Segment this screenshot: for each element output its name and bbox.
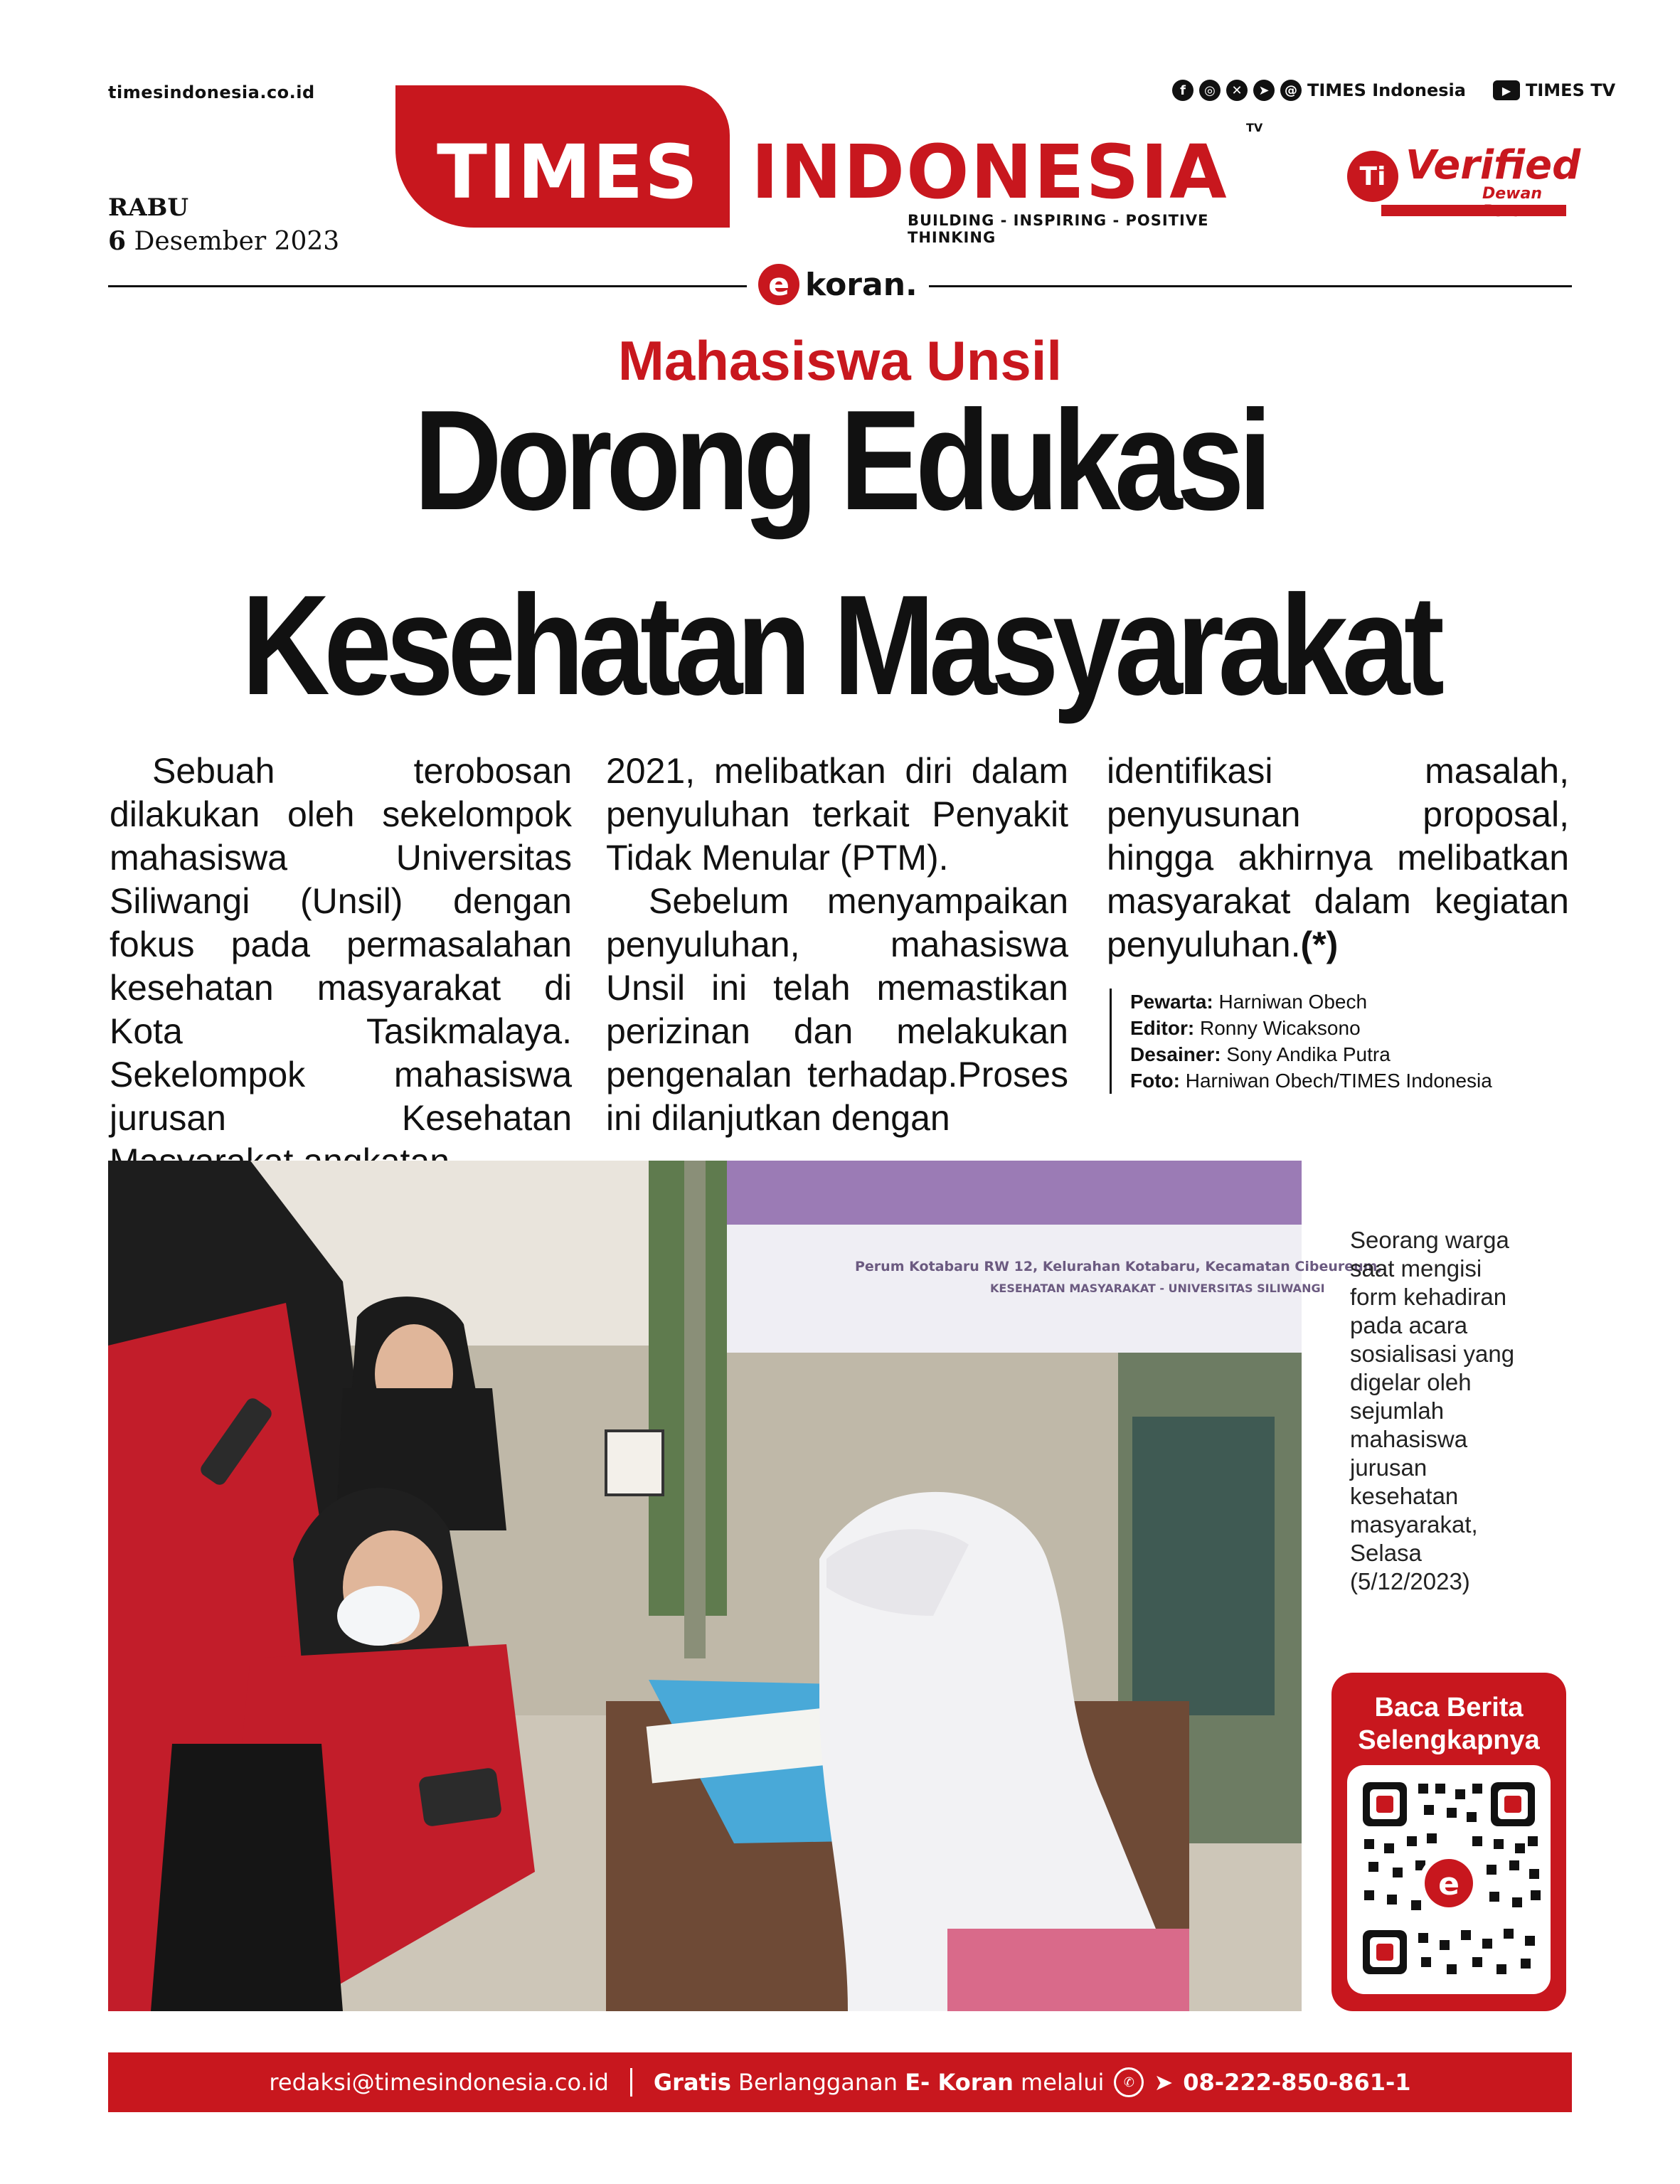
logo-tv-mark: TV bbox=[1246, 121, 1263, 134]
telegram-icon[interactable]: ➤ bbox=[1253, 80, 1275, 101]
credit-foto: Foto: Harniwan Obech/TIMES Indonesia bbox=[1130, 1070, 1492, 1092]
x-icon[interactable]: ✕ bbox=[1226, 80, 1248, 101]
credit-pewarta: Pewarta: Harniwan Obech bbox=[1130, 991, 1368, 1013]
article-photo bbox=[108, 1161, 1383, 2011]
times-indonesia-logo bbox=[395, 85, 1277, 246]
ekoran-logo bbox=[747, 262, 929, 307]
qr-title-line-2: Selengkapnya bbox=[1358, 1725, 1540, 1755]
footer-divider bbox=[630, 2068, 632, 2097]
logo-times-text: TIMES bbox=[437, 129, 700, 215]
threads-icon[interactable]: @ bbox=[1280, 80, 1302, 101]
verified-bar bbox=[1381, 205, 1566, 216]
logo-indonesia-text: INDONESIA bbox=[751, 129, 1228, 215]
facebook-icon[interactable]: f bbox=[1172, 80, 1193, 101]
headline-line-2: Kesehatan Masyarakat bbox=[241, 566, 1439, 725]
qr-code-graphic bbox=[1347, 1765, 1551, 1994]
footer-email[interactable]: redaksi@timesindonesia.co.id bbox=[269, 2069, 609, 2096]
article-paragraph: Sebuah terobosan dilakukan oleh sekelompok mahasiswa Universitas Siliwangi (Unsil) dengan fokus pada permasalahan kesehatan masyarakat di Kota Tasikmalaya. Sekelompok mahasiswa jurusan Kesehatan bbox=[110, 751, 572, 1138]
qr-code[interactable] bbox=[1347, 1765, 1551, 1994]
verified-dewan-pers-badge bbox=[1347, 142, 1581, 220]
footer-bar bbox=[108, 2052, 1572, 2112]
article-paragraph: 2021, melibatkan diri dalam penyuluhan terkait Penyakit Tidak Menular (PTM). bbox=[606, 751, 1068, 878]
article-column-1 bbox=[110, 750, 572, 1183]
credit-desainer: Desainer: Sony Andika Putra bbox=[1130, 1043, 1391, 1065]
issue-day: RABU bbox=[108, 193, 189, 222]
whatsapp-icon[interactable]: ✆ bbox=[1114, 2067, 1144, 2097]
photo-illustration bbox=[108, 1161, 1383, 2011]
issue-date-day: 6 bbox=[108, 226, 127, 256]
article-paragraph bbox=[1107, 750, 1569, 966]
social-links bbox=[1172, 80, 1615, 101]
footer-subscribe: Gratis Berlangganan E- Koran melalui bbox=[653, 2069, 1105, 2096]
headline-line-1: Dorong Edukasi bbox=[413, 381, 1267, 540]
article-end-mark: (*) bbox=[1300, 925, 1339, 964]
times-tv-label[interactable]: TIMES TV bbox=[1525, 80, 1616, 100]
article-paragraph: Sebelum menyampaikan penyuluhan, mahasiswa Unsil ini telah memastikan perizinan dan melakukan pengenalan terhadap.Proses ini dilanjutkan dengan bbox=[606, 881, 1068, 1138]
article-column-2 bbox=[606, 750, 1068, 1140]
issue-date bbox=[108, 226, 339, 256]
youtube-icon[interactable]: ▶ bbox=[1493, 80, 1520, 100]
article-text: identifikasi masalah, penyusunan proposal, hingga akhirnya melibatkan masyarakat dalam kegiatan penyuluhan. bbox=[1107, 751, 1569, 964]
ekoran-word: koran. bbox=[805, 266, 918, 303]
instagram-icon[interactable]: ◎ bbox=[1199, 80, 1221, 101]
ti-badge-icon: Ti bbox=[1347, 151, 1398, 202]
credit-editor: Editor: Ronny Wicaksono bbox=[1130, 1017, 1361, 1039]
logo-tagline: BUILDING - INSPIRING - POSITIVE THINKING bbox=[908, 212, 1209, 246]
footer-phone[interactable]: 08-222-850-861-1 bbox=[1183, 2069, 1411, 2096]
qr-title bbox=[1331, 1691, 1566, 1757]
article-credits bbox=[1110, 989, 1492, 1094]
article-kicker: Mahasiswa Unsil bbox=[617, 329, 1063, 392]
issue-date-rest: Desember 2023 bbox=[126, 227, 340, 256]
banner-text-1: Perum Kotabaru RW 12, Kelurahan Kotabaru, Kecamatan Cibeureum, bbox=[855, 1259, 1383, 1274]
qr-title-line-1: Baca Berita bbox=[1374, 1693, 1524, 1722]
dewan-pers-text: Dewan bbox=[1482, 185, 1543, 203]
site-url[interactable]: timesindonesia.co.id bbox=[108, 82, 315, 102]
verified-text: Verified bbox=[1405, 142, 1581, 188]
photo-caption: Seorang warga saat mengisi form kehadiran pada acara sosialisasi yang digelar oleh sejumlah mahasiswa jurusan kesehatan masyarakat, Selasa (5/12/2023) bbox=[1350, 1227, 1515, 1594]
ekoran-e-icon: e bbox=[758, 264, 799, 305]
qr-center-e: e bbox=[1438, 1866, 1460, 1902]
article-column-3 bbox=[1107, 750, 1569, 966]
telegram-icon[interactable]: ➤ bbox=[1154, 2069, 1174, 2096]
social-label[interactable]: TIMES Indonesia bbox=[1307, 80, 1466, 100]
banner-text-2: KESEHATAN MASYARAKAT - UNIVERSITAS SILIWANGI bbox=[990, 1282, 1325, 1295]
read-more-qr-card[interactable] bbox=[1331, 1673, 1566, 2011]
